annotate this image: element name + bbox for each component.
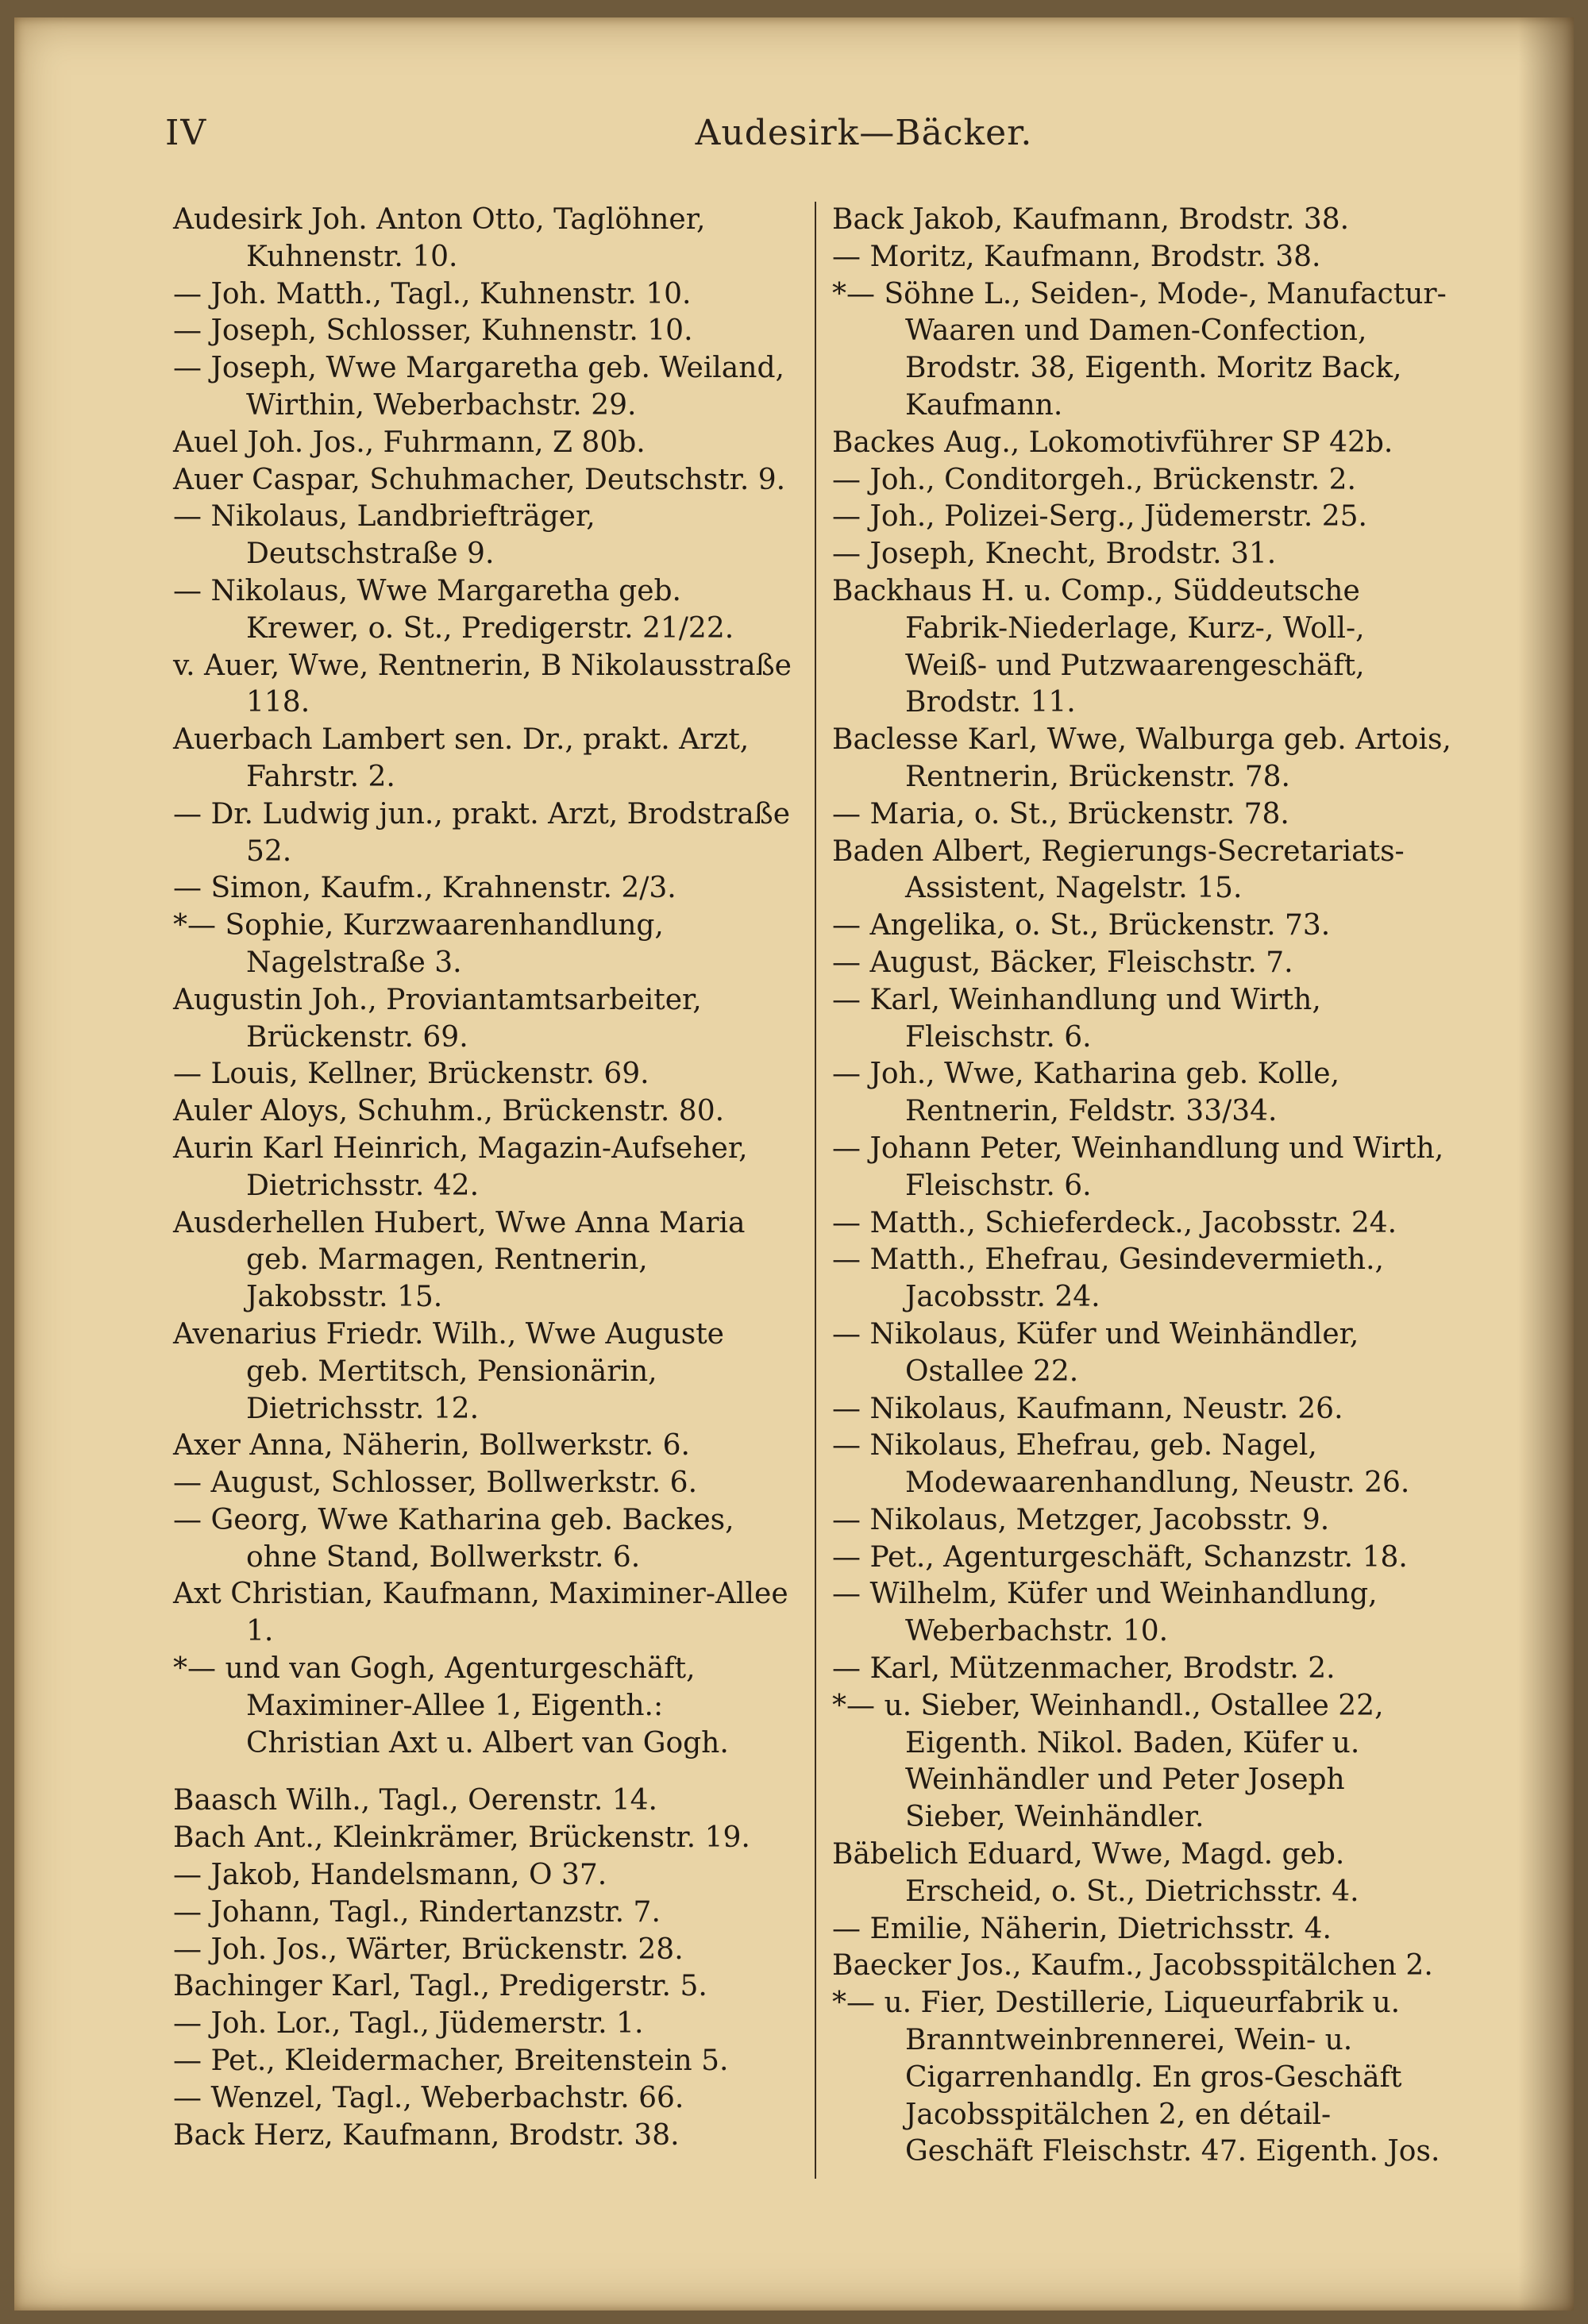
directory-entry: Ausderhellen Hubert, Wwe Anna Maria geb. Marmagen, Rentnerin, Jakobsstr. 15. xyxy=(173,1206,746,1314)
directory-entry: — August, Bäcker, Fleischstr. 7. xyxy=(832,946,1293,979)
directory-entry: — Joseph, Knecht, Brodstr. 31. xyxy=(832,538,1277,571)
directory-entry: — Johann, Tagl., Rindertanzstr. 7. xyxy=(173,1895,661,1929)
directory-entry: — Pet., Kleidermacher, Breitenstein 5. xyxy=(173,2045,729,2078)
directory-entry: Baclesse Karl, Wwe, Walburga geb. Artois, Rentnerin, Brückenstr. 78. xyxy=(832,723,1451,793)
directory-entry: — Joh., Conditorgeh., Brückenstr. 2. xyxy=(832,463,1356,496)
directory-entry: *— Sophie, Kurzwaarenhandlung, Nagelstraße 3. xyxy=(173,909,664,979)
directory-entry: Avenarius Friedr. Wilh., Wwe Auguste geb. Mertitsch, Pensionärin, Dietrichsstr. 12. xyxy=(173,1317,724,1425)
running-title: Audesirk—Bäcker. xyxy=(695,113,1033,153)
directory-entry: Axt Christian, Kaufmann, Maximiner-Allee 1. xyxy=(173,1578,788,1648)
directory-entry: Aurin Karl Heinrich, Magazin-Aufseher, Dietrichsstr. 42. xyxy=(173,1131,748,1202)
column-divider xyxy=(815,202,816,2179)
directory-entry: Backes Aug., Lokomotivführer SP 42b. xyxy=(832,426,1393,459)
directory-entry: — Nikolaus, Wwe Margaretha geb. Krewer, o. St., Predigerstr. 21/22. xyxy=(173,574,734,645)
directory-entry: Augustin Joh., Proviantamtsarbeiter, Brückenstr. 69. xyxy=(173,983,702,1054)
directory-entry: *— u. Fier, Destillerie, Liqueurfabrik u. Branntweinbrennerei, Wein- u. Cigarrenhandlg. En gros-Geschäft Jacobsspitälchen 2, en détail-Geschäft Fleischstr. 47. Eigenth. Jos. xyxy=(832,1987,1440,2168)
directory-entry: — Joh. Matth., Tagl., Kuhnenstr. 10. xyxy=(173,277,692,310)
directory-entry: Back Herz, Kaufmann, Brodstr. 38. xyxy=(173,2118,680,2152)
directory-entry: Auel Joh. Jos., Fuhrmann, Z 80b. xyxy=(173,426,646,459)
directory-entry: Auerbach Lambert sen. Dr., prakt. Arzt, Fahrstr. 2. xyxy=(173,723,750,793)
directory-entry: Axer Anna, Näherin, Bollwerkstr. 6. xyxy=(173,1429,690,1463)
directory-entry: — Joh., Polizei-Serg., Jüdemerstr. 25. xyxy=(832,500,1367,534)
directory-entry: — Louis, Kellner, Brückenstr. 69. xyxy=(173,1058,649,1091)
directory-entry: Bachinger Karl, Tagl., Predigerstr. 5. xyxy=(173,1970,707,2003)
directory-entry: Back Jakob, Kaufmann, Brodstr. 38. xyxy=(832,203,1350,236)
directory-entry: Backhaus H. u. Comp., Süddeutsche Fabrik-Niederlage, Kurz-, Woll-, Weiß- und Putzwaarengeschäft, Brodstr. 11. xyxy=(832,574,1365,719)
page-header xyxy=(165,113,1563,168)
directory-entry: Baden Albert, Regierungs-Secretariats-Assistent, Nagelstr. 15. xyxy=(832,834,1405,905)
directory-entry: — Maria, o. St., Brückenstr. 78. xyxy=(832,797,1289,831)
directory-entry: *— und van Gogh, Agenturgeschäft, Maximiner-Allee 1, Eigenth.: Christian Axt u. Albert van Gogh. xyxy=(173,1652,729,1759)
directory-entry: Baecker Jos., Kaufm., Jacobsspitälchen 2. xyxy=(832,1949,1433,1983)
directory-entry: — Wilhelm, Küfer und Weinhandlung, Weberbachstr. 10. xyxy=(832,1578,1378,1648)
directory-entry: Auler Aloys, Schuhm., Brückenstr. 80. xyxy=(173,1095,725,1128)
directory-entry: — August, Schlosser, Bollwerkstr. 6. xyxy=(173,1466,698,1500)
directory-entry: — Matth., Ehefrau, Gesindevermieth., Jacobsstr. 24. xyxy=(832,1243,1384,1314)
directory-entry: Baasch Wilh., Tagl., Oerenstr. 14. xyxy=(173,1784,657,1817)
directory-entry: — Angelika, o. St., Brückenstr. 73. xyxy=(832,909,1331,942)
directory-entry: — Joh., Wwe, Katharina geb. Kolle, Rentnerin, Feldstr. 33/34. xyxy=(832,1058,1340,1128)
directory-entry: — Joseph, Schlosser, Kuhnenstr. 10. xyxy=(173,314,693,348)
directory-entry: Bach Ant., Kleinkrämer, Brückenstr. 19. xyxy=(173,1821,750,1855)
directory-entry: Audesirk Joh. Anton Otto, Taglöhner, Kuhnenstr. 10. xyxy=(173,203,706,273)
directory-entry: — Wenzel, Tagl., Weberbachstr. 66. xyxy=(173,2081,684,2114)
directory-entry: — Karl, Weinhandlung und Wirth, Fleischstr. 6. xyxy=(832,983,1321,1054)
directory-entry: — Simon, Kaufm., Krahnenstr. 2/3. xyxy=(173,872,676,905)
directory-entry: Auer Caspar, Schuhmacher, Deutschstr. 9. xyxy=(173,463,786,496)
directory-entry: — Karl, Mützenmacher, Brodstr. 2. xyxy=(832,1652,1336,1686)
book-page xyxy=(14,17,1574,2311)
directory-entry: — Moritz, Kaufmann, Brodstr. 38. xyxy=(832,240,1321,273)
directory-entry: — Joh. Jos., Wärter, Brückenstr. 28. xyxy=(173,1933,684,1966)
directory-entry: *— u. Sieber, Weinhandl., Ostallee 22, Eigenth. Nikol. Baden, Küfer u. Weinhändler und Peter Joseph Sieber, Weinhändler. xyxy=(832,1689,1384,1834)
spine-shadow xyxy=(1518,17,1574,2311)
directory-entry: *— Söhne L., Seiden-, Mode-, Manufactur-Waaren und Damen-Confection, Brodstr. 38, Eigenth. Moritz Back, Kaufmann. xyxy=(832,277,1447,422)
directory-entry: — Nikolaus, Küfer und Weinhändler, Ostallee 22. xyxy=(832,1317,1359,1388)
directory-entry: — Nikolaus, Ehefrau, geb. Nagel, Modewaarenhandlung, Neustr. 26. xyxy=(832,1429,1410,1500)
directory-entry: v. Auer, Wwe, Rentnerin, B Nikolausstraße 118. xyxy=(173,649,792,719)
directory-entry: — Pet., Agenturgeschäft, Schanzstr. 18. xyxy=(832,1540,1408,1574)
directory-entry: — Nikolaus, Metzger, Jacobsstr. 9. xyxy=(832,1503,1330,1536)
page-number: IV xyxy=(165,113,208,153)
directory-entry: — Nikolaus, Landbriefträger, Deutschstraße 9. xyxy=(173,500,596,571)
directory-entry: — Joseph, Wwe Margaretha geb. Weiland, Wirthin, Weberbachstr. 29. xyxy=(173,352,784,422)
left-column xyxy=(173,202,792,2154)
directory-entry: — Joh. Lor., Tagl., Jüdemerstr. 1. xyxy=(173,2007,644,2041)
directory-entry: — Nikolaus, Kaufmann, Neustr. 26. xyxy=(832,1392,1343,1425)
directory-entry: Bäbelich Eduard, Wwe, Magd. geb. Erscheid, o. St., Dietrichsstr. 4. xyxy=(832,1838,1359,1908)
right-column xyxy=(832,202,1451,2171)
directory-entry: — Matth., Schieferdeck., Jacobsstr. 24. xyxy=(832,1206,1397,1239)
directory-entry: — Emilie, Näherin, Dietrichsstr. 4. xyxy=(832,1912,1332,1945)
directory-entry: — Georg, Wwe Katharina geb. Backes, ohne Stand, Bollwerkstr. 6. xyxy=(173,1503,734,1574)
directory-entry: — Johann Peter, Weinhandlung und Wirth, Fleischstr. 6. xyxy=(832,1131,1444,1202)
directory-entry: — Jakob, Handelsmann, O 37. xyxy=(173,1859,607,1892)
directory-entry: — Dr. Ludwig jun., prakt. Arzt, Brodstraße 52. xyxy=(173,797,791,868)
